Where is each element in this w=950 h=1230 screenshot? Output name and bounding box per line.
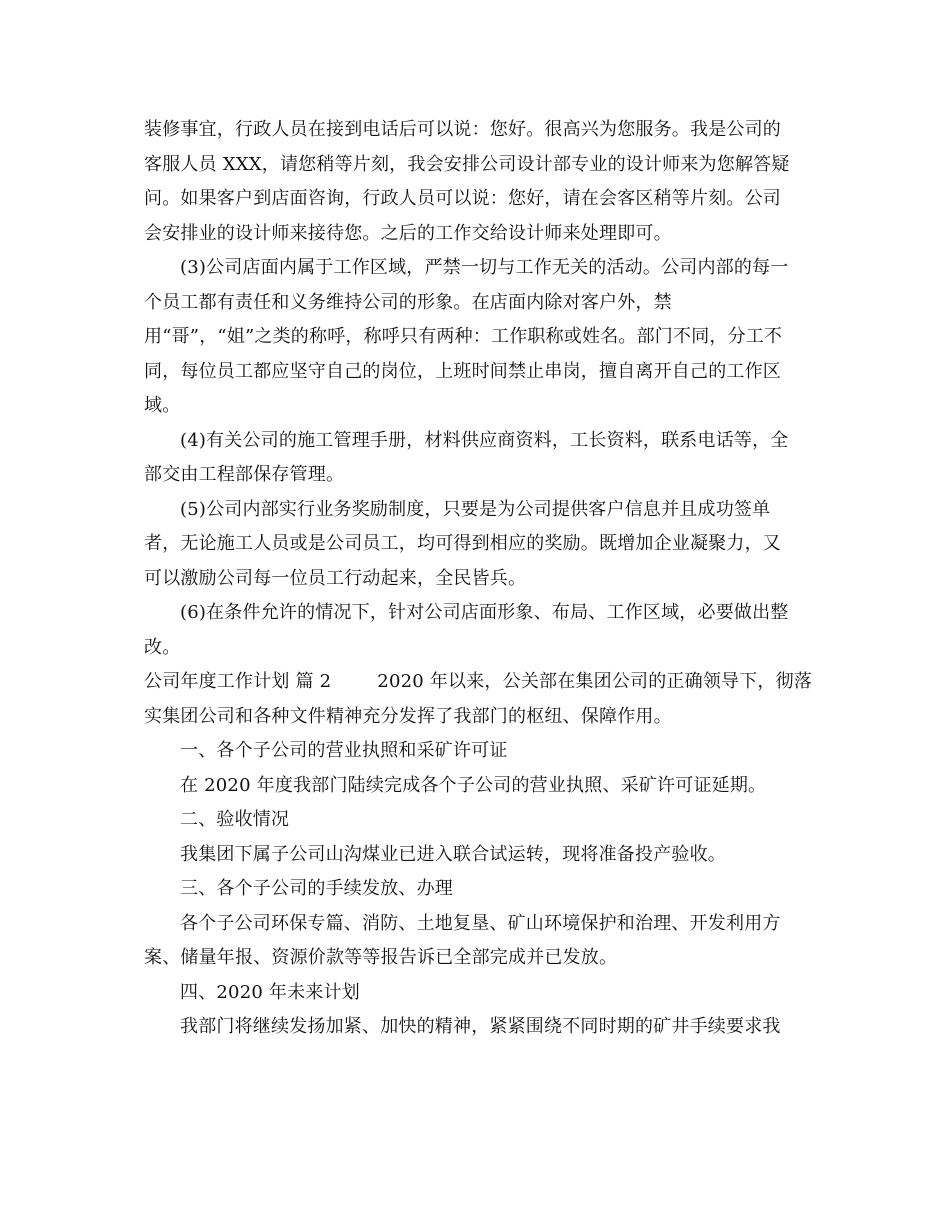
- text-line: 案、储量年报、资源价款等等报告诉已全部完成并已发放。: [144, 947, 618, 968]
- text-line: 改。: [144, 636, 181, 658]
- text-line: 四、2020 年未来计划: [180, 981, 360, 1003]
- document-body: [144, 113, 813, 1045]
- text-line: 问。如果客户到店面咨询，行政人员可以说：您好，请在会客区稍等片刻。公司: [144, 188, 781, 209]
- section-heading-line: [144, 665, 813, 700]
- text-line: (3)公司店面内属于工作区域，严禁一切与工作无关的活动。公司内部的每一: [180, 257, 789, 278]
- text-line: 用“哥”，“姐”之类的称呼，称呼只有两种：工作职称或姓名。部门不同，分工不: [144, 326, 783, 347]
- text-line: 会安排业的设计师来接待您。之后的工作交给设计师来处理即可。: [144, 222, 672, 244]
- text-line: 实集团公司和各种文件精神充分发挥了我部门的枢纽、保障作用。: [144, 705, 672, 727]
- text-line: 装修事宜，行政人员在接到电话后可以说：您好。很高兴为您服务。我是公司的: [144, 119, 781, 140]
- text-line: 我部门将继续发扬加紧、加快的精神，紧紧围绕不同时期的矿井手续要求我: [180, 1016, 781, 1037]
- text-line: 一、各个子公司的营业执照和采矿许可证: [180, 740, 508, 761]
- text-line: 二、验收情况: [180, 809, 290, 830]
- text-line: 我集团下属子公司山沟煤业已进入联合试运转，现将准备投产验收。: [180, 843, 726, 865]
- paragraphs-section-1: [144, 113, 804, 665]
- text-line: 各个子公司环保专篇、消防、土地复垦、矿山环境保护和治理、开发利用方: [180, 912, 781, 934]
- text-line: (4)有关公司的施工管理手册，材料供应商资料，工长资料，联系电话等，全: [180, 429, 789, 451]
- text-line: 可以激励公司每一位员工行动起来，全民皆兵。: [144, 567, 527, 589]
- text-line: 在 2020 年度我部门陆续完成各个子公司的营业执照、采矿许可证延期。: [180, 774, 767, 796]
- text-line: 三、各个子公司的手续发放、办理: [180, 878, 453, 899]
- text-line: 同，每位员工都应坚守自己的岗位，上班时间禁止串岗，擅自离开自己的工作区: [144, 360, 781, 382]
- text-line: 部交由工程部保存管理。: [144, 464, 345, 485]
- section-heading-text: 2020 年以来，公关部在集团公司的正确领导下，彻落: [377, 671, 813, 692]
- text-line: 域。: [144, 395, 181, 416]
- text-line: (6)在条件允许的情况下，针对公司店面形象、布局、工作区域，必要做出整: [180, 602, 789, 623]
- text-line: 客服人员 XXX，请您稍等片刻，我会安排公司设计部专业的设计师来为您解答疑: [144, 153, 790, 175]
- text-line: 个员工都有责任和义务维持公司的形象。在店面内除对客户外，禁: [144, 291, 672, 313]
- section-heading-label: 公司年度工作计划 篇 2: [144, 671, 332, 692]
- paragraphs-section-2: [144, 700, 804, 1045]
- text-line: (5)公司内部实行业务奖励制度，只要是为公司提供客户信息并且成功签单: [180, 498, 771, 520]
- text-line: 者，无论施工人员或是公司员工，均可得到相应的奖励。既增加企业凝聚力，又: [144, 533, 781, 554]
